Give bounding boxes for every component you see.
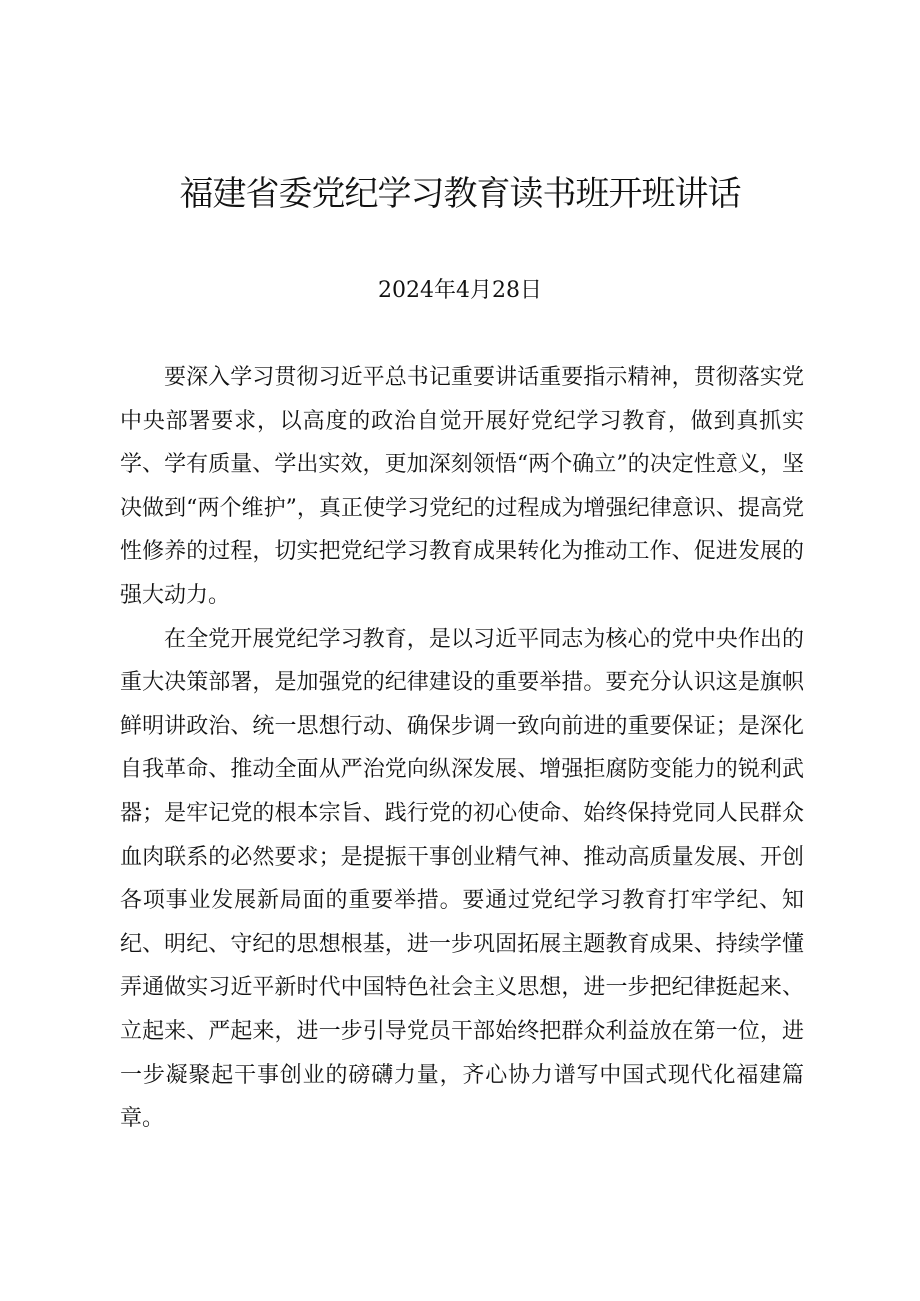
paragraph-1: 要深入学习贯彻习近平总书记重要讲话重要指示精神，贯彻落实党中央部署要求，以高度的政治自觉开展好党纪学习教育，做到真抓实学、学有质量、学出实效，更加深刻领悟“两个确立”的决定性意义，坚决做到“两个维护”，真正使学习党纪的过程成为增强纪律意识、提高党性修养的过程，切实把党纪学习教育成果转化为推动工作、促进发展的强大动力。 bbox=[120, 365, 804, 608]
document-date: 2024年4月28日 bbox=[378, 278, 542, 303]
document-body bbox=[120, 356, 804, 1141]
paragraph-2: 在全党开展党纪学习教育，是以习近平同志为核心的党中央作出的重大决策部署，是加强党的纪律建设的重要举措。要充分认识这是旗帜鲜明讲政治、统一思想行动、确保步调一致向前进的重要保证；是深化自我革命、推动全面从严治党向纵深发展、增强拒腐防变能力的锐利武器；是牢记党的根本宗旨、践行党的初心使命、始终保持党同人民群众血肉联系的必然要求；是提振干事创业精气神、推动高质量发展、开创各项事业发展新局面的重要举措。要通过党纪学习教育打牢学纪、知纪、明纪、守纪的思想根基，进一步巩固拓展主题教育成果、持续学懂弄通做实习近平新时代中国特色社会主义思想，进一步把纪律挺起来、立起来、严起来，进一步引导党员干部始终把群众利益放在第一位，进一步凝聚起干事创业的磅礴力量，齐心协力谱写中国式现代化福建篇章。 bbox=[120, 626, 804, 1132]
document-title: 福建省委党纪学习教育读书班开班讲话 bbox=[179, 174, 741, 214]
